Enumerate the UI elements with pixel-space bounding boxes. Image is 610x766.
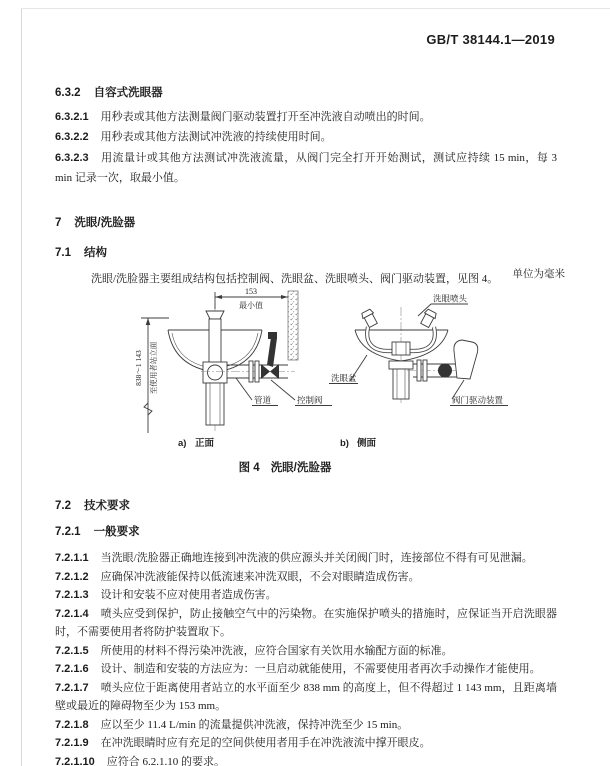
label-control-valve: 控制阀 bbox=[297, 395, 323, 405]
heading-number: 7.2 bbox=[55, 500, 71, 512]
valve-lever-knob bbox=[268, 332, 277, 339]
dim-arrow-up bbox=[146, 318, 151, 325]
dim-153-value: 153 bbox=[245, 287, 257, 296]
clause-item bbox=[55, 549, 557, 568]
clause-item bbox=[55, 642, 557, 661]
clause-text: 所使用的材料不得污染冲洗液，应符合国家有关饮用水输配方面的标准。 bbox=[100, 644, 453, 657]
clause-item bbox=[55, 734, 557, 753]
heading-title: 技术要求 bbox=[84, 500, 130, 512]
clause-text: 应以至少 11.4 L/min 的流量提供冲洗液，保持冲洗至少 15 min。 bbox=[100, 718, 409, 731]
front-view bbox=[141, 291, 332, 433]
down-pipe bbox=[206, 383, 224, 425]
clause-text: 用秒表或其他方法测试冲洗液的持续使用时间。 bbox=[100, 131, 332, 144]
clause-text: 应符合 6.2.1.10 的要求。 bbox=[106, 755, 226, 766]
valve-actuator-paddle bbox=[454, 340, 478, 379]
dim-arrow-left bbox=[215, 295, 222, 299]
clause-text: 设计和安装不应对使用者造成伤害。 bbox=[100, 589, 277, 601]
clause-text: 当洗眼/洗脸器正确地连接到冲洗液的供应源头并关闭阀门时，连接部位不得有可见泄漏。 bbox=[100, 552, 533, 564]
scan-page-edge-top bbox=[21, 8, 610, 9]
heading-number: 6.3.2 bbox=[55, 87, 81, 99]
spray-head-cap bbox=[206, 311, 224, 319]
clause-group-7-2-1 bbox=[55, 549, 557, 766]
clause-item bbox=[55, 107, 557, 127]
clause-text: 喷头应受到保护，防止接触空气中的污染物。在实施保护喷头的措施时，应保证当开启洗眼器时，不需要使用者将防护装置取下。 bbox=[55, 607, 557, 638]
heading-7-2 bbox=[55, 497, 557, 513]
subfigure-b-number: b) bbox=[340, 438, 349, 449]
label-spray-head: 洗眼喷头 bbox=[433, 293, 468, 304]
spray-head-right bbox=[419, 308, 437, 328]
valve-ball bbox=[438, 364, 452, 378]
heading-number: 7 bbox=[55, 217, 62, 229]
subfigure-b-title: 侧面 bbox=[357, 438, 377, 449]
figure-caption-title: 洗眼/洗脸器 bbox=[270, 462, 332, 474]
clause-item bbox=[55, 716, 557, 735]
spray-head-left bbox=[361, 308, 379, 328]
heading-7-2-1 bbox=[55, 523, 557, 539]
clause-number: 7.2.1.4 bbox=[55, 607, 89, 620]
pipe-flange bbox=[423, 360, 427, 381]
dim-height-value: 838～1 143 bbox=[134, 350, 143, 386]
subfigure-a-number: a) bbox=[178, 438, 187, 449]
dim-height-note: 至使用者站立面 bbox=[149, 341, 158, 395]
heading-number: 7.1 bbox=[55, 247, 71, 259]
clause-text: 喷头应位于距离使用者站立的水平面至少 838 mm 的高度上，但不得超过 1 143 mm，且距离墙壁或最近的障碍物至少为 153 mm。 bbox=[55, 681, 557, 712]
dim-153-note: 最小值 bbox=[239, 301, 263, 310]
valve-lever bbox=[267, 337, 277, 367]
spray-head-column bbox=[209, 319, 221, 369]
clause-number: 7.2.1.7 bbox=[55, 681, 89, 694]
clause-number: 7.2.1.1 bbox=[55, 552, 89, 564]
control-valve bbox=[261, 332, 279, 379]
clause-number: 7.2.1.9 bbox=[55, 737, 89, 749]
clause-item bbox=[55, 605, 557, 642]
clause-number: 7.2.1.5 bbox=[55, 644, 89, 657]
clause-number: 7.2.1.10 bbox=[55, 755, 95, 766]
clause-text: 设计、制造和安装的方法应为：一旦启动就能使用，不需要使用者再次手动操作才能使用。 bbox=[100, 663, 541, 675]
clause-number: 7.2.1.6 bbox=[55, 663, 89, 675]
clause-number: 7.2.1.8 bbox=[55, 718, 89, 731]
label-pipe: 管道 bbox=[254, 395, 272, 405]
clause-item bbox=[55, 753, 557, 766]
heading-title: 洗眼/洗脸器 bbox=[74, 217, 136, 229]
figure-4-caption bbox=[55, 459, 515, 475]
side-view bbox=[329, 304, 508, 406]
clause-text: 应确保冲洗液能保持以低流速来冲洗双眼，不会对眼睛造成伤害。 bbox=[100, 570, 420, 583]
figure-caption-number: 图 4 bbox=[238, 462, 260, 474]
heading-7-1 bbox=[55, 244, 557, 260]
drain-pipe bbox=[393, 369, 409, 399]
heading-6-3-2 bbox=[55, 84, 557, 100]
heading-title: 自容式洗眼器 bbox=[93, 87, 163, 99]
clause-number: 6.3.2.3 bbox=[55, 151, 89, 164]
wall-hatch bbox=[288, 291, 298, 360]
clause-item bbox=[55, 679, 557, 716]
clause-text: 在冲洗眼睛时应有充足的空间供使用者用手在冲洗液流中撑开眼皮。 bbox=[100, 737, 431, 749]
structure-paragraph: 洗眼/洗脸器主要组成结构包括控制阀、洗眼盆、洗眼喷头、阀门驱动装置，见图 4。 bbox=[91, 273, 499, 285]
dim-arrow-right bbox=[281, 295, 288, 299]
heading-7 bbox=[55, 214, 557, 230]
clause-group-6-3-2 bbox=[55, 107, 557, 188]
pipe-flange bbox=[255, 361, 259, 382]
clause-number: 7.2.1.3 bbox=[55, 589, 89, 601]
clause-number: 6.3.2.1 bbox=[55, 111, 89, 123]
heading-title: 结构 bbox=[84, 247, 107, 259]
leader-control-valve bbox=[271, 380, 295, 400]
clause-number: 7.2.1.2 bbox=[55, 570, 89, 583]
clause-item bbox=[55, 127, 557, 147]
subfigure-a-title: 正面 bbox=[195, 438, 215, 449]
tee-fitting-hub bbox=[208, 365, 223, 380]
clause-text: 用秒表或其他方法测量阀门驱动装置打开至冲洗液自动喷出的时间。 bbox=[100, 111, 431, 123]
unit-note: 单位为毫米 bbox=[512, 269, 565, 280]
standard-number: GB/T 38144.1—2019 bbox=[426, 32, 555, 47]
u-pipe-fitting bbox=[392, 342, 410, 355]
pipe-flange bbox=[249, 361, 253, 382]
clause-number: 6.3.2.2 bbox=[55, 131, 89, 144]
clause-text: 用流量计或其他方法测试冲洗液流量，从阀门完全打开开始测试，测试应持续 15 min，每 3 min 记录一次，取最小值。 bbox=[55, 151, 557, 184]
scan-page-edge-left bbox=[21, 8, 22, 766]
clause-item bbox=[55, 586, 557, 605]
heading-number: 7.2.1 bbox=[55, 526, 81, 538]
label-valve-actuator: 阀门驱动装置 bbox=[452, 395, 504, 405]
clause-item bbox=[55, 148, 557, 189]
clause-item bbox=[55, 660, 557, 679]
label-bowl: 洗眼盆 bbox=[331, 373, 357, 383]
clause-item bbox=[55, 568, 557, 587]
heading-title: 一般要求 bbox=[93, 526, 140, 538]
figure-4-drawing bbox=[55, 283, 575, 455]
drain-flange bbox=[389, 361, 413, 369]
pipe-flange bbox=[417, 360, 421, 381]
